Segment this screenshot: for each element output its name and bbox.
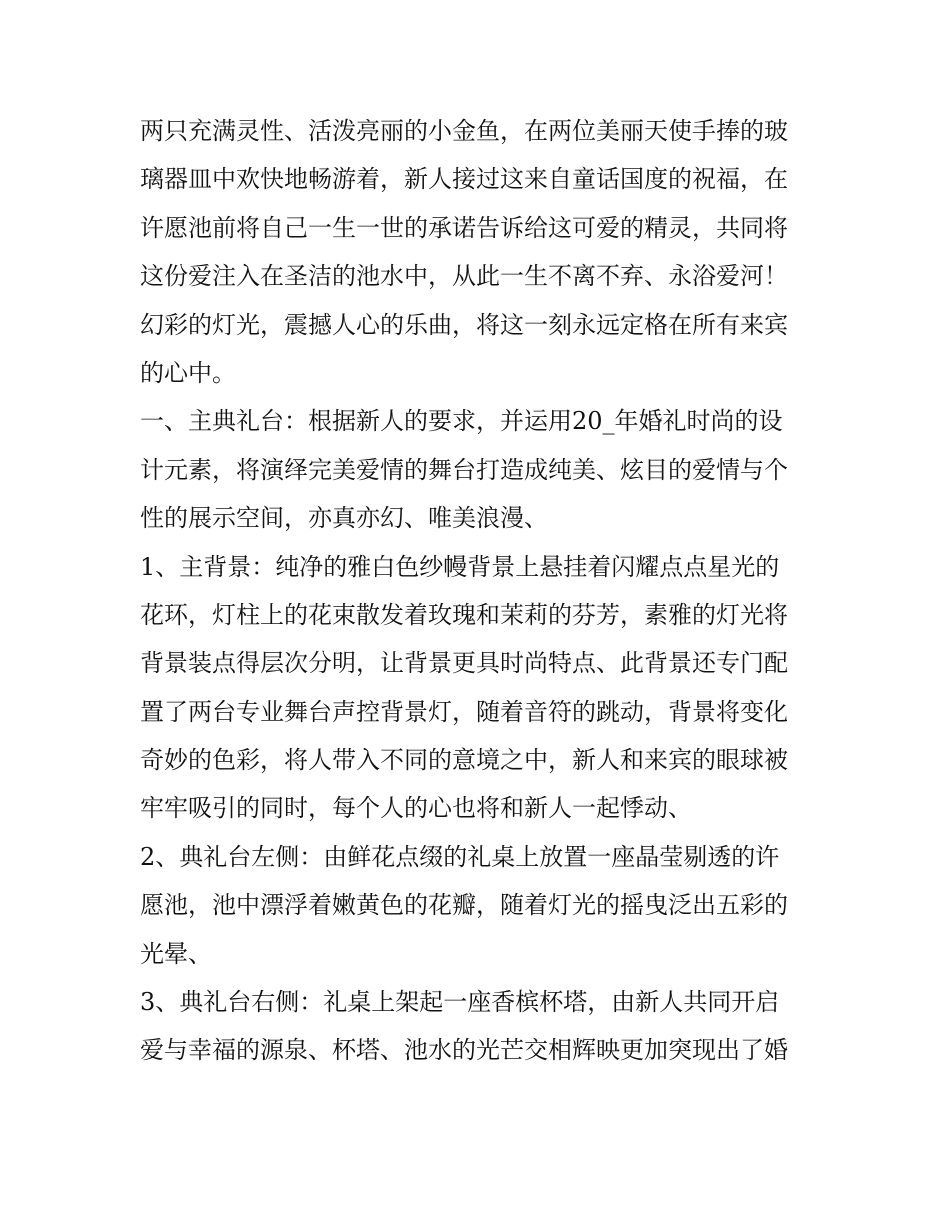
text-line: 幻彩的灯光，震撼人心的乐曲，将这一刻永远定格在所有来宾 [140, 310, 788, 339]
text-line: 的心中。 [140, 358, 236, 387]
text-line: 1、主背景：纯净的雅白色纱幔背景上悬挂着闪耀点点星光的 [140, 552, 780, 581]
text-line: 3、典礼台右侧：礼桌上架起一座香槟杯塔，由新人共同开启 [140, 988, 780, 1017]
text-line: 愿池，池中漂浮着嫩黄色的花瓣，随着灯光的摇曳泛出五彩的 [140, 891, 788, 920]
text-line: 性的展示空间，亦真亦幻、唯美浪漫、 [140, 504, 548, 533]
text-line: 2、典礼台左侧：由鲜花点缀的礼桌上放置一座晶莹剔透的许 [140, 842, 780, 871]
text-line: 许愿池前将自己一生一世的承诺告诉给这可爱的精灵，共同将 [140, 213, 788, 242]
document-body [140, 107, 820, 1075]
text-line: 璃器皿中欢快地畅游着，新人接过这来自童话国度的祝福，在 [140, 165, 788, 194]
text-line: 背景装点得层次分明，让背景更具时尚特点、此背景还专门配 [140, 649, 788, 678]
text-line: 两只充满灵性、活泼亮丽的小金鱼，在两位美丽天使手捧的玻 [140, 117, 788, 145]
text-line: 奇妙的色彩，将人带入不同的意境之中，新人和来宾的眼球被 [140, 746, 788, 775]
text-line: 一、主典礼台：根据新人的要求，并运用20_年婚礼时尚的设 [140, 407, 783, 436]
text-line: 爱与幸福的源泉、杯塔、池水的光芒交相辉映更加突现出了婚 [140, 1036, 788, 1065]
text-line: 花环，灯柱上的花束散发着玫瑰和茉莉的芬芳，素雅的灯光将 [140, 600, 788, 629]
text-line: 这份爱注入在圣洁的池水中，从此一生不离不弃、永浴爱河！ [140, 262, 788, 291]
text-line: 计元素，将演绎完美爱情的舞台打造成纯美、炫目的爱情与个 [140, 455, 788, 484]
text-line: 置了两台专业舞台声控背景灯，随着音符的跳动，背景将变化 [140, 697, 788, 726]
text-line: 光晕、 [140, 939, 212, 968]
text-line: 牢牢吸引的同时，每个人的心也将和新人一起悸动、 [140, 794, 692, 823]
